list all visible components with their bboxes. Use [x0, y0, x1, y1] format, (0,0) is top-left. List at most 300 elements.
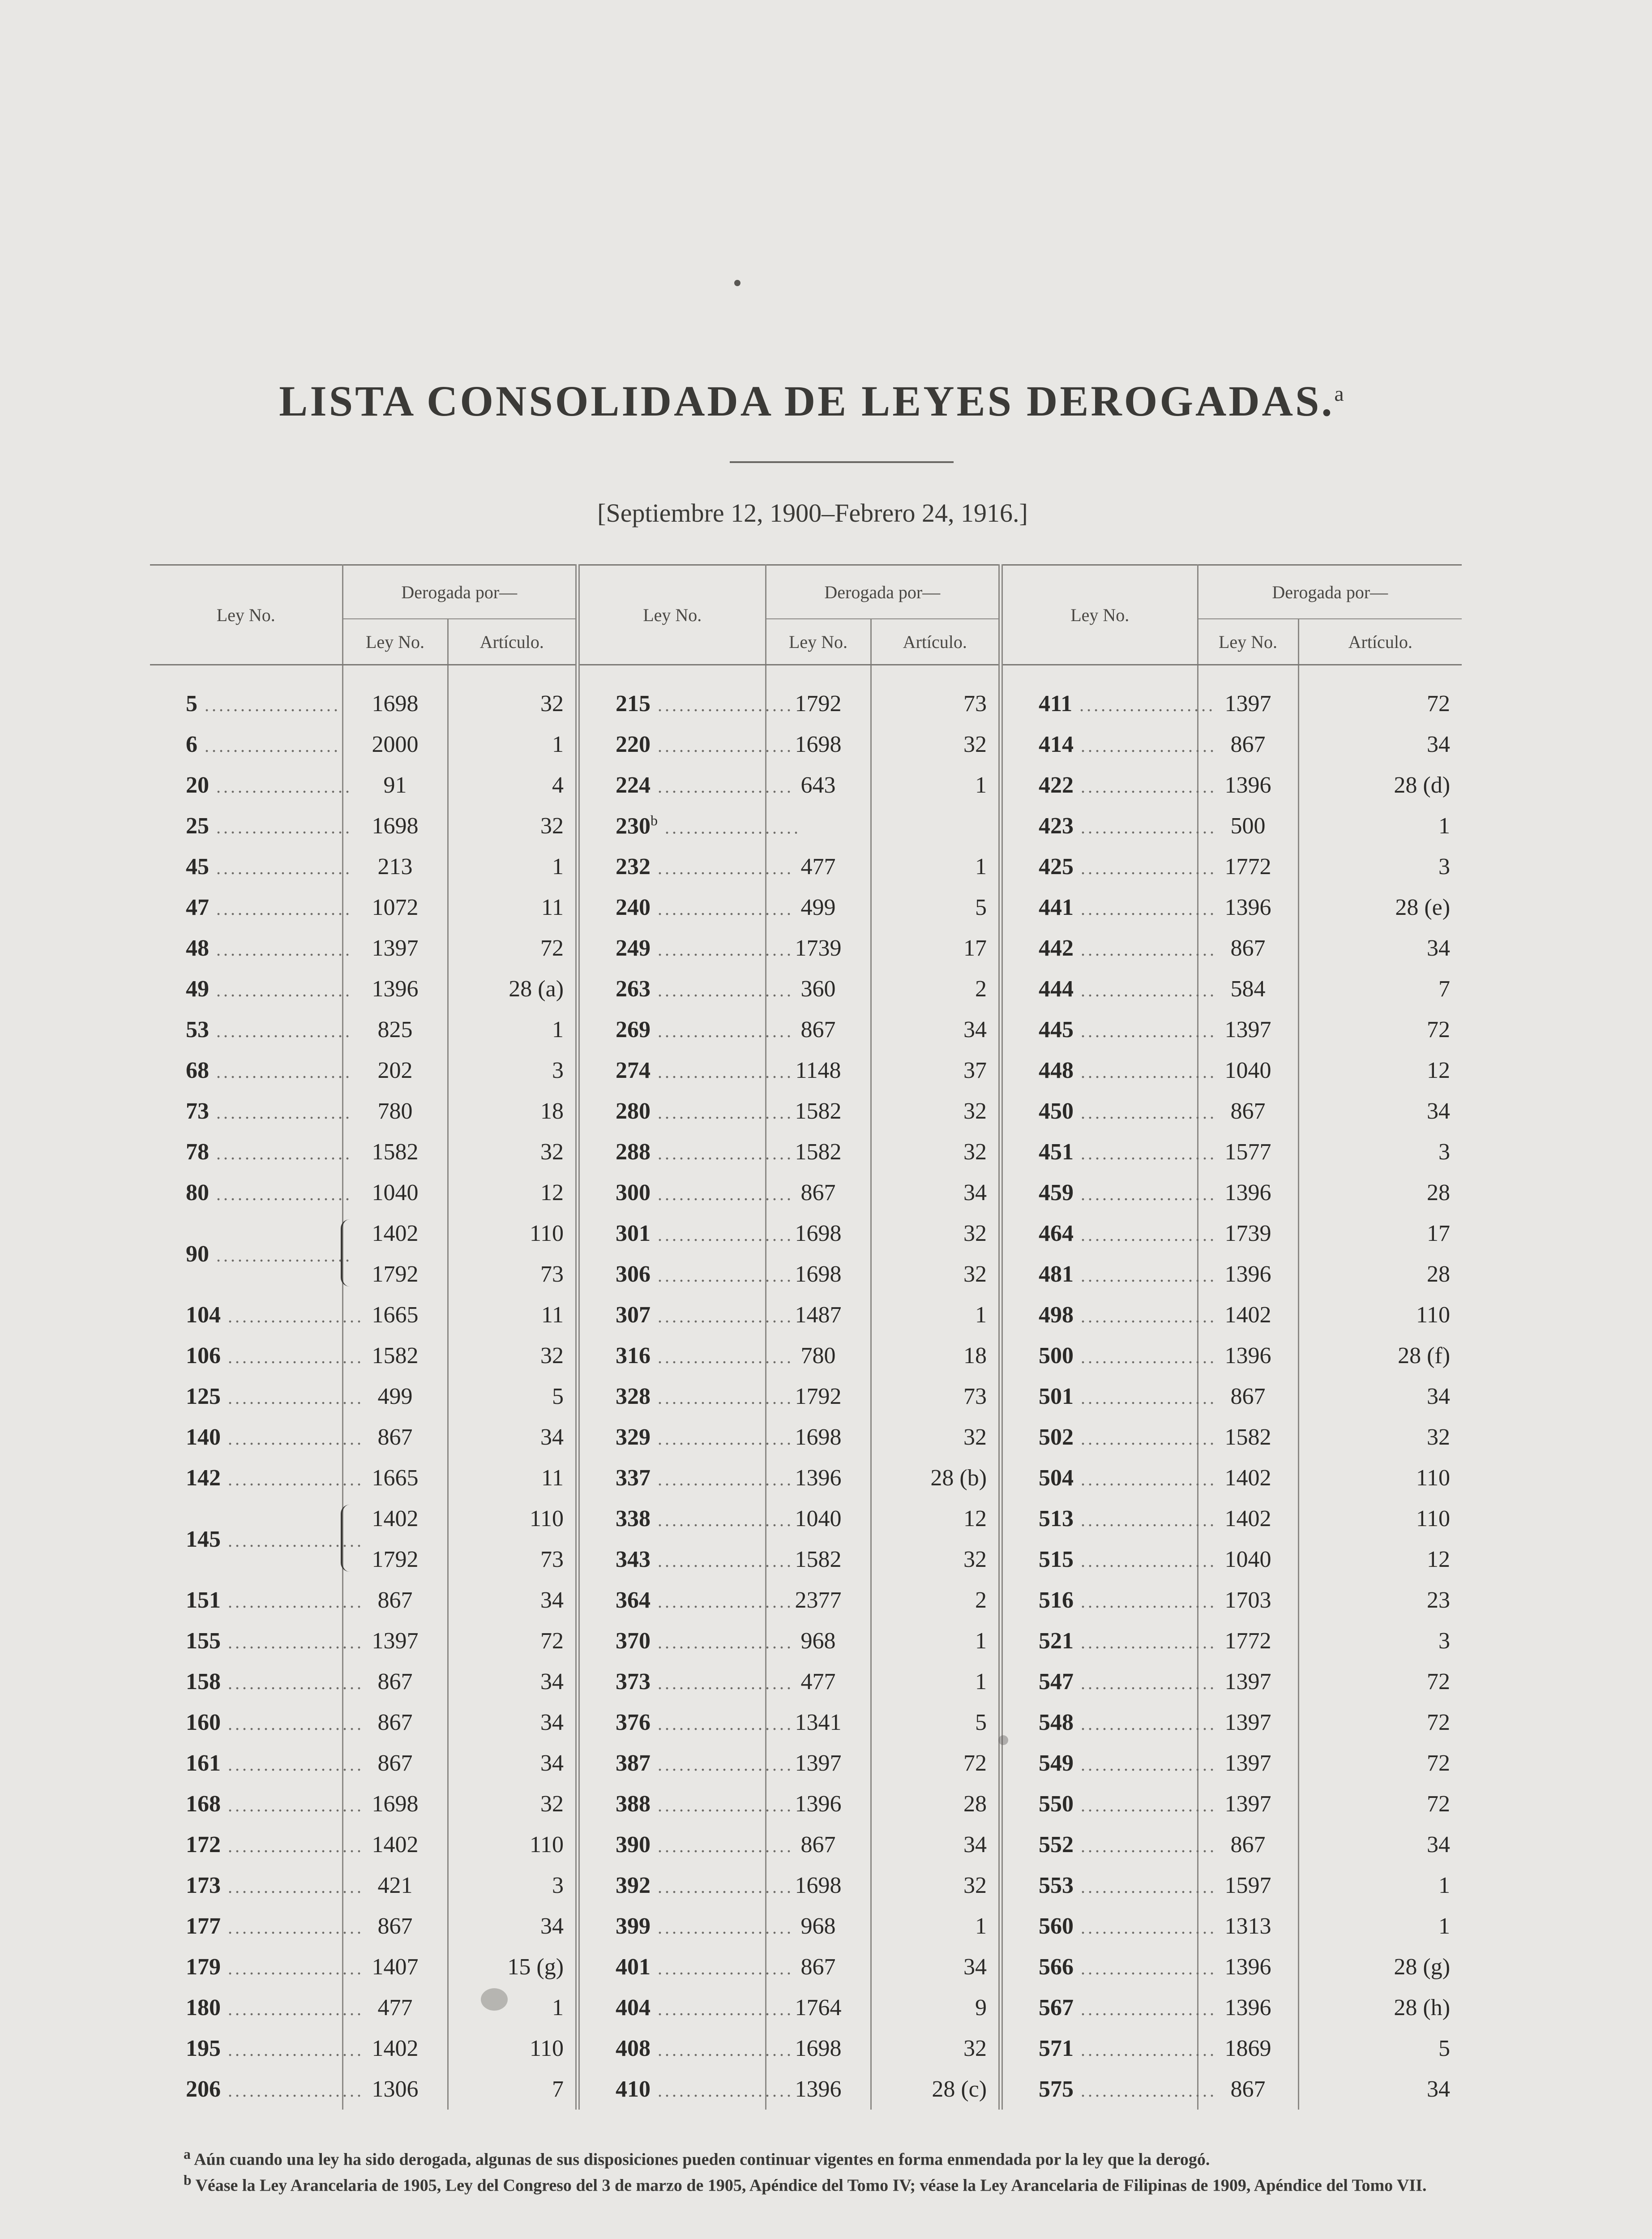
law-number-cell — [578, 1580, 794, 1621]
repealing-law-number: 1402 — [372, 1506, 419, 1531]
law-number: 373 — [616, 1669, 651, 1694]
leader-dots: ................... — [1074, 1673, 1217, 1693]
repealing-law-cell: 1698 — [342, 683, 448, 724]
law-number: 423 — [1039, 813, 1074, 839]
law-number: 498 — [1039, 1302, 1074, 1328]
repealing-law-cell: 1698 — [766, 2028, 871, 2069]
repealing-law-cell: 499 — [342, 1376, 448, 1417]
leader-dots: ................... — [221, 1591, 364, 1612]
article-cell: 1 — [1438, 1913, 1451, 1939]
law-number: 73 — [186, 1098, 209, 1124]
law-number: 567 — [1039, 1995, 1074, 2020]
law-number: 220 — [616, 732, 651, 757]
law-number: 513 — [1039, 1506, 1074, 1531]
title-text: LISTA CONSOLIDADA DE LEYES DEROGADAS. — [279, 377, 1335, 425]
law-number: 125 — [186, 1384, 221, 1409]
law-number-cell — [1001, 1498, 1217, 1539]
repealing-law-cell: 1396 — [1198, 765, 1298, 806]
footnotes — [134, 2145, 1500, 2197]
repealing-law-cell: 1397 — [766, 1743, 871, 1784]
article-cell: 23 — [1427, 1587, 1451, 1613]
repealing-law-cell: 1577 — [1198, 1132, 1298, 1172]
leader-dots: ................... — [651, 695, 794, 715]
leader-dots: ................... — [1074, 1958, 1217, 1978]
article-cell: 34 — [448, 1702, 578, 1743]
repealing-law-cell: 867 — [766, 1947, 871, 1987]
leader-dots: ................... — [221, 1469, 364, 1489]
law-number: 549 — [1039, 1750, 1074, 1776]
repealing-law-cell: 1792 — [766, 683, 871, 724]
leader-dots: ................... — [1074, 1102, 1217, 1123]
law-number-cell — [578, 1947, 794, 1987]
article-cell: 28 (e) — [1395, 895, 1451, 920]
law-number-cell — [1001, 887, 1217, 928]
leader-dots: ................... — [651, 1469, 794, 1489]
article-cell: 34 — [448, 1417, 578, 1458]
law-number-cell — [150, 1132, 352, 1172]
law-number: 425 — [1039, 854, 1074, 879]
article-cell: 1 — [871, 1906, 1001, 1947]
repealing-law-cell: 1739 — [1198, 1213, 1298, 1254]
table-row — [150, 1784, 1462, 1824]
article-cell: 110 — [1416, 1302, 1451, 1328]
law-number-cell — [1001, 1947, 1217, 1987]
law-number-cell — [1001, 2069, 1217, 2110]
law-number-cell — [1001, 1987, 1217, 2028]
law-number-cell — [578, 928, 794, 969]
law-number: 104 — [186, 1302, 221, 1328]
law-number-cell — [1001, 1213, 1217, 1254]
law-number: 47 — [186, 895, 209, 920]
repealing-law-cell — [342, 1213, 448, 1254]
repealing-law-cell: 1148 — [766, 1050, 871, 1091]
law-number-cell — [150, 1172, 352, 1213]
leader-dots: ................... — [1074, 1265, 1217, 1286]
leader-dots: ................... — [1074, 1632, 1217, 1652]
repealing-law-cell: 1402 — [1198, 1458, 1298, 1498]
leader-dots: ................... — [209, 1184, 352, 1204]
law-number: 230 — [616, 813, 651, 839]
table-row — [150, 1865, 1462, 1906]
article-cell: 72 — [1427, 1017, 1451, 1042]
law-number-cell — [578, 2028, 794, 2069]
leader-dots: ................... — [197, 736, 341, 756]
leader-dots: ................... — [651, 1428, 794, 1449]
article-cell: 34 — [1427, 935, 1451, 961]
law-number: 448 — [1039, 1058, 1074, 1083]
repealing-law-cell: 1397 — [1198, 1743, 1298, 1784]
leader-dots: ................... — [209, 939, 352, 960]
law-number-cell — [150, 1987, 364, 2028]
article-cell: 11 — [448, 1458, 578, 1498]
repealing-law-cell: 1397 — [1198, 683, 1298, 724]
law-number-cell — [1001, 928, 1217, 969]
article-cell: 72 — [1427, 1710, 1451, 1735]
article-cell: 72 — [1427, 1750, 1451, 1776]
article-cell: 73 — [448, 1539, 578, 1580]
article-cell: 9 — [871, 1987, 1001, 2028]
repealing-law-cell: 867 — [1198, 1824, 1298, 1865]
law-number-cell — [150, 724, 342, 765]
article-cell: 32 — [448, 683, 578, 724]
law-number: 338 — [616, 1506, 651, 1531]
repealing-law-cell: 1396 — [1198, 1947, 1298, 1987]
law-number-cell — [1001, 1376, 1217, 1417]
leader-dots: ................... — [658, 817, 801, 838]
leader-dots: ................... — [1074, 1184, 1217, 1204]
leader-dots: ................... — [221, 1836, 364, 1856]
law-number-cell — [578, 1865, 794, 1906]
article-cell: 34 — [871, 1947, 1001, 1987]
repealing-law-cell: 867 — [342, 1580, 448, 1621]
law-number: 140 — [186, 1424, 221, 1450]
law-number-cell — [150, 1091, 352, 1132]
table-row — [150, 1947, 1462, 1987]
law-number: 280 — [616, 1098, 651, 1124]
law-number: 343 — [616, 1547, 651, 1572]
leader-dots: ................... — [651, 1143, 794, 1163]
law-number-cell — [578, 1132, 794, 1172]
leader-dots: ................... — [1074, 939, 1217, 960]
law-number: 158 — [186, 1669, 221, 1694]
footnote-b-text: Véase la Ley Arancelaria de 1905, Ley del Congreso del 3 de marzo de 1905, Apéndice del Tomo IV; véase la Ley Arancelaria de Filipinas de 1909, Apéndice del Tomo VII. — [195, 2176, 1427, 2195]
law-number-cell — [578, 969, 794, 1009]
law-number-cell — [578, 1743, 794, 1784]
repealing-law-cell: 1698 — [766, 1213, 871, 1254]
law-number: 521 — [1039, 1628, 1074, 1654]
article-cell: 3 — [1438, 1628, 1451, 1654]
repealing-law-cell: 867 — [342, 1743, 448, 1784]
law-number-cell — [1001, 1335, 1217, 1376]
article-cell: 28 (h) — [1394, 1995, 1451, 2020]
law-number-cell — [1001, 724, 1217, 765]
article-cell: 17 — [871, 928, 1001, 969]
repealing-law-cell: 1698 — [766, 1865, 871, 1906]
table-row — [150, 724, 1462, 765]
law-number: 45 — [186, 854, 209, 879]
article-cell: 32 — [1427, 1424, 1451, 1450]
law-number-cell — [578, 1661, 794, 1702]
repealing-law-cell: 968 — [766, 1906, 871, 1947]
repealing-law-cell: 1040 — [1198, 1539, 1298, 1580]
article-cell: 32 — [871, 1254, 1001, 1295]
table-row — [150, 1661, 1462, 1702]
law-number-cell — [1001, 1254, 1217, 1295]
leader-dots: ................... — [209, 817, 352, 837]
law-number: 288 — [616, 1139, 651, 1165]
leader-dots: ................... — [221, 1754, 364, 1775]
law-number: 5 — [186, 691, 197, 716]
leader-dots: ................... — [651, 1877, 794, 1897]
leader-dots: ................... — [651, 939, 794, 960]
leader-dots: ................... — [1074, 1469, 1217, 1489]
law-number-cell — [578, 1417, 794, 1458]
law-number-cell — [150, 1376, 364, 1417]
article-cell: 1 — [871, 1661, 1001, 1702]
law-number: 90 — [186, 1241, 209, 1267]
leader-dots: ................... — [651, 1347, 794, 1367]
repealing-law-cell: 1582 — [766, 1132, 871, 1172]
repealing-law-cell: 1397 — [1198, 1661, 1298, 1702]
law-number: 80 — [186, 1180, 209, 1205]
table-row — [150, 1824, 1462, 1865]
repealing-law-cell: 477 — [342, 1987, 448, 2028]
subheader-articulo-3: Artículo. — [1298, 619, 1462, 665]
repealing-law-cell: 1397 — [1198, 1009, 1298, 1050]
law-number: 501 — [1039, 1384, 1074, 1409]
subheader-articulo-1: Artículo. — [448, 619, 578, 665]
repealing-law-cell: 1665 — [342, 1295, 448, 1335]
repealing-law-cell: 202 — [342, 1050, 448, 1091]
law-number: 560 — [1039, 1913, 1074, 1939]
law-number: 401 — [616, 1954, 651, 1980]
law-number-cell — [150, 1702, 364, 1743]
law-number-cell — [578, 683, 794, 724]
leader-dots: ................... — [1074, 1714, 1217, 1734]
law-number-cell — [1001, 1743, 1217, 1784]
leader-dots: ................... — [209, 1021, 352, 1041]
table-row — [150, 1702, 1462, 1743]
table-row — [150, 2069, 1462, 2110]
footnote-a-mark: a — [184, 2146, 191, 2162]
leader-dots: ................... — [1074, 1347, 1217, 1367]
leader-dots: ................... — [209, 858, 352, 878]
leader-dots: ................... — [1074, 2040, 1217, 2060]
article-cell: 34 — [448, 1580, 578, 1621]
leader-dots: ................... — [1072, 695, 1216, 715]
law-number: 442 — [1039, 935, 1074, 961]
article-cell: 32 — [871, 1132, 1001, 1172]
leader-dots: ................... — [651, 1388, 794, 1408]
repealing-law-cell: 1792 — [766, 1376, 871, 1417]
leader-dots: ................... — [651, 1632, 794, 1652]
repealing-law-cell: 1792 — [342, 1254, 448, 1295]
leader-dots: ................... — [651, 1184, 794, 1204]
law-number-cell — [1001, 846, 1217, 887]
law-number-cell — [1001, 1295, 1217, 1335]
repealing-law-cell: 1582 — [766, 1539, 871, 1580]
article-cell: 34 — [1427, 1832, 1451, 1857]
leader-dots: ................... — [221, 1388, 364, 1408]
repealing-law-cell: 867 — [1198, 1376, 1298, 1417]
repealing-law-cell: 1698 — [766, 724, 871, 765]
law-number: 301 — [616, 1221, 651, 1246]
law-number-cell — [1001, 806, 1217, 846]
law-number: 550 — [1039, 1791, 1074, 1817]
repealing-law-cell: 584 — [1198, 969, 1298, 1009]
table-row — [150, 1458, 1462, 1498]
article-cell: 28 (b) — [871, 1458, 1001, 1498]
repealing-law-cell: 500 — [1198, 806, 1298, 846]
leader-dots: ................... — [221, 1530, 364, 1551]
leader-dots: ................... — [1074, 736, 1217, 756]
article-cell: 1 — [1438, 1873, 1451, 1898]
repealing-law-cell: 867 — [342, 1417, 448, 1458]
law-number-cell — [150, 1580, 364, 1621]
article-cell: 3 — [448, 1050, 578, 1091]
repealing-law-cell: 867 — [342, 1702, 448, 1743]
header-derogada-por-1: Derogada por— — [342, 565, 578, 619]
law-number: 575 — [1039, 2076, 1074, 2102]
leader-dots: ................... — [651, 1958, 794, 1978]
law-number-cell — [150, 1661, 364, 1702]
law-number-cell — [1001, 1050, 1217, 1091]
leader-dots: ................... — [1074, 817, 1217, 837]
repealing-law-cell: 2377 — [766, 1580, 871, 1621]
article-cell: 34 — [871, 1824, 1001, 1865]
table-row — [150, 1335, 1462, 1376]
article-cell: 4 — [448, 765, 578, 806]
law-number: 408 — [616, 2036, 651, 2061]
leader-dots: ................... — [221, 1306, 364, 1326]
table-row — [150, 1580, 1462, 1621]
table-row — [150, 1213, 1462, 1254]
footnote-b-mark: b — [184, 2172, 192, 2188]
law-number: 337 — [616, 1465, 651, 1491]
leader-dots: ................... — [1074, 1062, 1217, 1082]
law-number-cell — [578, 1621, 794, 1661]
law-number-cell — [1001, 1009, 1217, 1050]
law-number: 206 — [186, 2076, 221, 2102]
law-number-cell — [578, 1009, 794, 1050]
law-number-cell — [150, 1050, 352, 1091]
law-number-cell — [1001, 969, 1217, 1009]
repealing-law-cell: 1402 — [1198, 1498, 1298, 1539]
law-number: 376 — [616, 1710, 651, 1735]
law-number: 329 — [616, 1424, 651, 1450]
leader-dots: ................... — [1074, 1021, 1217, 1041]
law-number-cell — [578, 1539, 794, 1580]
repealing-law-cell: 1582 — [766, 1091, 871, 1132]
article-cell: 1 — [448, 1009, 578, 1050]
law-number-cell — [150, 1824, 364, 1865]
table-row — [150, 806, 1462, 846]
article-cell: 11 — [448, 887, 578, 928]
law-number-cell — [150, 1906, 364, 1947]
leader-dots: ................... — [651, 1062, 794, 1082]
leader-dots: ................... — [651, 1510, 794, 1530]
law-number: 450 — [1039, 1098, 1074, 1124]
article-cell: 72 — [871, 1743, 1001, 1784]
repealing-law-cell: 867 — [342, 1661, 448, 1702]
print-speck — [481, 1988, 508, 2011]
law-number: 195 — [186, 2036, 221, 2061]
leader-dots: ................... — [651, 1714, 794, 1734]
article-cell: 18 — [871, 1335, 1001, 1376]
leader-dots: ................... — [651, 2040, 794, 2060]
law-number: 142 — [186, 1465, 221, 1491]
law-number: 445 — [1039, 1017, 1074, 1042]
law-number: 515 — [1039, 1547, 1074, 1572]
law-number-cell — [578, 1295, 794, 1335]
law-number: 307 — [616, 1302, 651, 1328]
leader-dots: ................... — [1074, 1999, 1217, 2019]
law-number-cell — [578, 1254, 794, 1295]
law-number-cell — [1001, 1824, 1217, 1865]
repealing-law-cell: 2000 — [342, 724, 448, 765]
article-cell: 1 — [448, 1987, 578, 2028]
table-row — [150, 1132, 1462, 1172]
leader-dots: ................... — [651, 899, 794, 919]
article-cell: 73 — [448, 1254, 578, 1295]
leader-dots: ................... — [209, 1143, 352, 1163]
law-number: 388 — [616, 1791, 651, 1817]
leader-dots: ................... — [651, 1917, 794, 1938]
law-number: 370 — [616, 1628, 651, 1654]
leader-dots: ................... — [1074, 980, 1217, 1000]
law-number-cell — [1001, 1906, 1217, 1947]
law-number-cell — [1001, 1661, 1217, 1702]
article-cell: 1 — [871, 1295, 1001, 1335]
leader-dots: ................... — [221, 1999, 364, 2019]
table-row — [150, 1987, 1462, 2028]
table-row — [150, 1091, 1462, 1132]
leader-dots: ................... — [221, 1632, 364, 1652]
law-number: 306 — [616, 1261, 651, 1287]
leader-dots: ................... — [651, 1021, 794, 1041]
law-number-cell — [150, 1417, 364, 1458]
article-cell: 34 — [1427, 1098, 1451, 1124]
footnote-mark: b — [651, 812, 658, 829]
leader-dots: ................... — [209, 1245, 352, 1265]
law-number-cell — [578, 1906, 794, 1947]
leader-dots: ................... — [1074, 1225, 1217, 1245]
repealing-law-cell: 1397 — [1198, 1702, 1298, 1743]
table-row — [150, 887, 1462, 928]
article-cell: 5 — [448, 1376, 578, 1417]
repealing-law-cell: 867 — [1198, 724, 1298, 765]
subheader-ley-no-2: Ley No. — [766, 619, 871, 665]
leader-dots: ................... — [197, 695, 341, 715]
subheader-articulo-2: Artículo. — [871, 619, 1001, 665]
leader-dots: ................... — [651, 858, 794, 878]
footnote-b — [134, 2171, 1500, 2197]
repealing-law-cell: 477 — [766, 1661, 871, 1702]
repealing-law-cell: 867 — [342, 1906, 448, 1947]
leader-dots: ................... — [1074, 1510, 1217, 1530]
article-cell: 72 — [1427, 1791, 1451, 1817]
law-number-cell — [150, 887, 352, 928]
law-number-cell — [150, 969, 352, 1009]
law-number: 53 — [186, 1017, 209, 1042]
law-number: 481 — [1039, 1261, 1074, 1287]
repealing-law-cell: 1597 — [1198, 1865, 1298, 1906]
repealing-law-cell: 1396 — [1198, 1335, 1298, 1376]
repealing-law-cell: 867 — [1198, 928, 1298, 969]
repealing-law-cell: 780 — [766, 1335, 871, 1376]
law-number: 399 — [616, 1913, 651, 1939]
repealing-law-cell: 867 — [766, 1009, 871, 1050]
repealing-law-cell: 1582 — [342, 1335, 448, 1376]
leader-dots: ................... — [1074, 858, 1217, 878]
law-number: 6 — [186, 732, 197, 757]
leader-dots: ................... — [651, 1225, 794, 1245]
article-cell: 3 — [448, 1865, 578, 1906]
leader-dots: ................... — [651, 776, 794, 797]
table-row — [150, 765, 1462, 806]
law-number-cell — [578, 724, 794, 765]
repealing-law-cell: 1698 — [766, 1417, 871, 1458]
article-cell: 110 — [448, 1824, 578, 1865]
article-cell: 17 — [1427, 1221, 1451, 1246]
leader-dots: ................... — [651, 1999, 794, 2019]
law-number: 502 — [1039, 1424, 1074, 1450]
title-rule — [730, 461, 954, 463]
table-row — [150, 1743, 1462, 1784]
law-number-cell — [150, 683, 342, 724]
law-number: 224 — [616, 772, 651, 798]
leader-dots: ................... — [651, 1591, 794, 1612]
